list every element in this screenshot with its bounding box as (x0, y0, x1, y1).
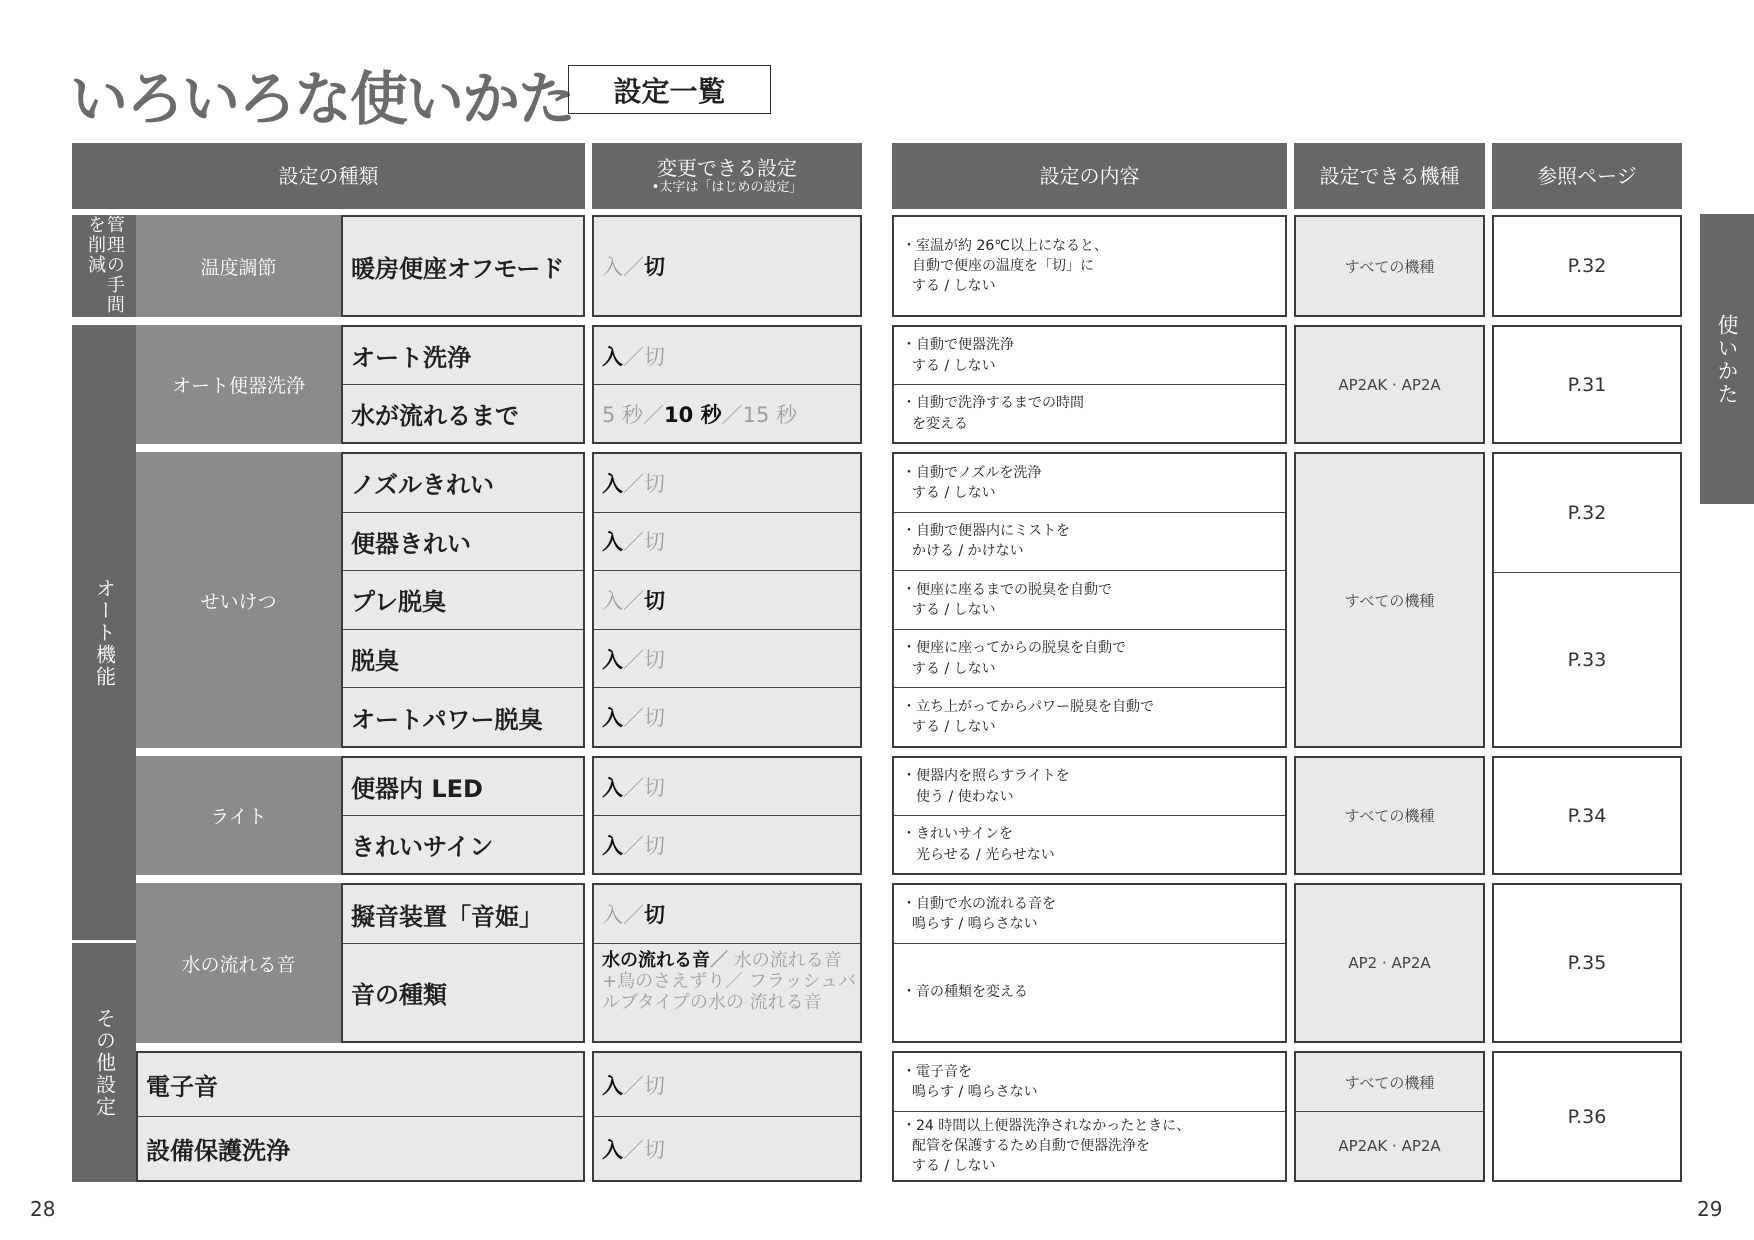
feature-heated-seat-off: 暖房便座オフモード (343, 217, 583, 315)
page-ref[interactable]: P.36 (1494, 1053, 1680, 1180)
desc-bowl-led: ・便器内を照らすライトを 使う / 使わない (894, 758, 1285, 815)
header-changeable-setting: 変更できる設定 •太字は「はじめの設定」 (592, 143, 862, 209)
option-sound-type[interactable]: 水の流れる音／ 水の流れる音+鳥のさえずり／ フラッシュバルブタイプの水の 流れる音 (594, 943, 860, 1041)
feature-group-temp (341, 215, 585, 317)
page-ref[interactable]: P.31 (1494, 327, 1680, 442)
desc-auto-wash: ・自動で便器洗浄 する / しない (894, 327, 1285, 384)
feature-group-other (136, 1051, 585, 1182)
option-group-sound (592, 883, 862, 1043)
desc-nozzle-clean: ・自動でノズルを洗浄 する / しない (894, 454, 1285, 512)
model-group-sound (1294, 883, 1485, 1043)
category-auto: オート機能 (72, 325, 136, 940)
header-setting-content: 設定の内容 (892, 143, 1287, 209)
model-group-other (1294, 1051, 1485, 1182)
header-reference-page: 参照ページ (1492, 143, 1682, 209)
subcat-water-sound: 水の流れる音 (136, 883, 341, 1043)
header-setting-type: 設定の種類 (72, 143, 585, 209)
model-cell: AP2AK · AP2A (1296, 327, 1483, 442)
desc-beep: ・電子音を 鳴らす / 鳴らさない (894, 1053, 1285, 1111)
page-number-right: 29 (1697, 1197, 1723, 1221)
model-cell: すべての機種 (1296, 758, 1483, 873)
page-ref[interactable]: P.35 (1494, 885, 1680, 1041)
feature-nozzle-clean: ノズルきれい (343, 454, 583, 512)
model-cell: すべての機種 (1296, 1053, 1483, 1111)
desc-group-sound (892, 883, 1287, 1043)
category-other: その他設定 (72, 943, 136, 1182)
desc-otohime: ・自動で水の流れる音を 鳴らす / 鳴らさない (894, 885, 1285, 943)
desc-group-other (892, 1051, 1287, 1182)
option-pipe-protection-wash[interactable]: 入 ／ 切 (594, 1116, 860, 1180)
feature-pipe-protection-wash: 設備保護洗浄 (138, 1116, 583, 1180)
subcat-light: ライト (136, 756, 341, 875)
feature-bowl-led: 便器内 LED (343, 758, 583, 815)
option-group-clean (592, 452, 862, 748)
subcat-clean: せいけつ (136, 452, 341, 748)
page-ref[interactable]: P.33 (1494, 572, 1680, 746)
feature-wash-delay: 水が流れるまで (343, 384, 583, 442)
feature-clean-sign: きれいサイン (343, 815, 583, 873)
desc-sound-type: ・音の種類を変える (894, 943, 1285, 1041)
model-group-autowash (1294, 325, 1485, 444)
page-ref[interactable]: P.32 (1494, 217, 1680, 315)
model-group-temp (1294, 215, 1485, 317)
page-group-sound (1492, 883, 1682, 1043)
subcat-temperature: 温度調節 (136, 215, 341, 317)
page-group-clean (1492, 452, 1682, 748)
option-otohime[interactable]: 入 ／ 切 (594, 885, 860, 943)
option-wash-delay[interactable]: 5 秒 ／ 10 秒 ／ 15 秒 (594, 384, 860, 442)
header-models: 設定できる機種 (1294, 143, 1485, 209)
page-group-autowash (1492, 325, 1682, 444)
page-group-light (1492, 756, 1682, 875)
page-group-temp (1492, 215, 1682, 317)
category-manage: 管理の手間を削減 (72, 215, 136, 317)
option-group-temp (592, 215, 862, 317)
feature-sound-type: 音の種類 (343, 943, 583, 1041)
option-group-light (592, 756, 862, 875)
desc-auto-power-deodorize: ・立ち上がってからパワー脱臭を自動で する / しない (894, 687, 1285, 746)
feature-group-clean (341, 452, 585, 748)
page-number-left: 28 (30, 1197, 56, 1221)
page-title: いろいろな使いかた (70, 65, 575, 133)
subcat-auto-wash: オート便器洗浄 (136, 325, 341, 444)
desc-wash-delay: ・自動で洗浄するまでの時間 を変える (894, 384, 1285, 442)
option-heated-seat-off[interactable]: 入 ／ 切 (594, 217, 860, 315)
page-group-other (1492, 1051, 1682, 1182)
option-auto-wash[interactable]: 入 ／ 切 (594, 327, 860, 384)
model-cell: AP2AK · AP2A (1296, 1111, 1483, 1180)
feature-bowl-clean: 便器きれい (343, 512, 583, 571)
page-ref[interactable]: P.32 (1494, 454, 1680, 572)
option-group-other (592, 1051, 862, 1182)
option-group-autowash (592, 325, 862, 444)
model-cell: すべての機種 (1296, 217, 1483, 315)
option-bowl-led[interactable]: 入 ／ 切 (594, 758, 860, 815)
desc-group-light (892, 756, 1287, 875)
desc-group-autowash (892, 325, 1287, 444)
feature-pre-deodorize: プレ脱臭 (343, 570, 583, 629)
desc-group-clean (892, 452, 1287, 748)
model-cell: すべての機種 (1296, 454, 1483, 746)
page-subtitle: 設定一覧 (568, 65, 771, 114)
desc-deodorize: ・便座に座ってからの脱臭を自動で する / しない (894, 629, 1285, 688)
feature-otohime: 擬音装置「音姫」 (343, 885, 583, 943)
feature-auto-power-deodorize: オートパワー脱臭 (343, 687, 583, 746)
option-bowl-clean[interactable]: 入 ／ 切 (594, 512, 860, 571)
feature-group-sound (341, 883, 585, 1043)
page-ref[interactable]: P.34 (1494, 758, 1680, 873)
desc-pre-deodorize: ・便座に座るまでの脱臭を自動で する / しない (894, 570, 1285, 629)
side-tab-usage[interactable]: 使いかた (1700, 214, 1754, 504)
feature-group-autowash (341, 325, 585, 444)
feature-beep: 電子音 (138, 1053, 583, 1116)
desc-pipe-protection-wash: ・24 時間以上便器洗浄されなかったときに、 配管を保護するため自動で便器洗浄を する / しない (894, 1111, 1285, 1180)
desc-group-temp (892, 215, 1287, 317)
model-group-light (1294, 756, 1485, 875)
desc-heated-seat-off: ・室温が約 26℃以上になると、 自動で便座の温度を「切」に する / しない (894, 217, 1285, 315)
feature-deodorize: 脱臭 (343, 629, 583, 688)
desc-clean-sign: ・きれいサインを 光らせる / 光らせない (894, 815, 1285, 873)
feature-auto-wash: オート洗浄 (343, 327, 583, 384)
desc-bowl-clean: ・自動で便器内にミストを かける / かけない (894, 512, 1285, 571)
option-deodorize[interactable]: 入 ／ 切 (594, 629, 860, 688)
option-nozzle-clean[interactable]: 入 ／ 切 (594, 454, 860, 512)
option-pre-deodorize[interactable]: 入 ／ 切 (594, 570, 860, 629)
feature-group-light (341, 756, 585, 875)
option-beep[interactable]: 入 ／ 切 (594, 1053, 860, 1116)
model-group-clean (1294, 452, 1485, 748)
option-clean-sign[interactable]: 入 ／ 切 (594, 815, 860, 873)
option-auto-power-deodorize[interactable]: 入 ／ 切 (594, 687, 860, 746)
model-cell: AP2 · AP2A (1296, 885, 1483, 1041)
